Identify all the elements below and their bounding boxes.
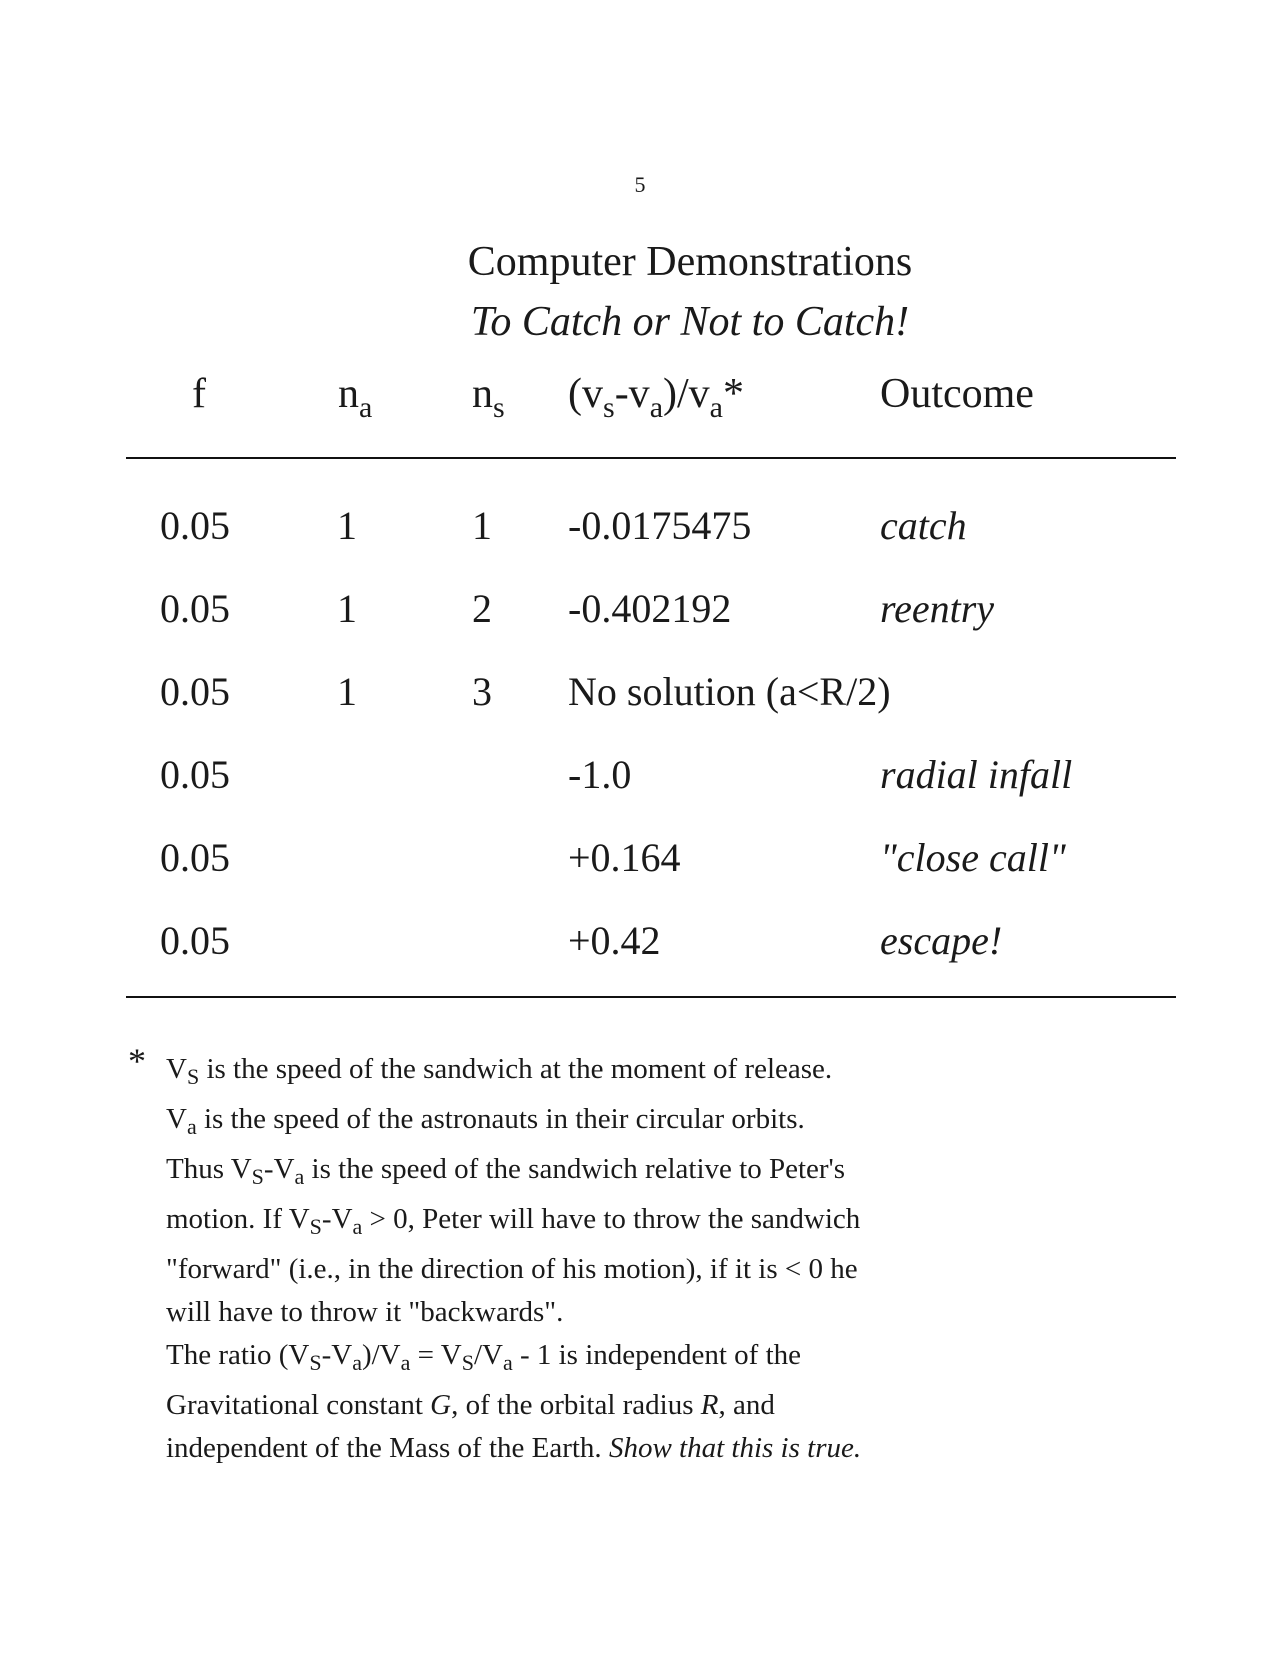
cell-na: 1 [337, 503, 357, 548]
cell-outcome: radial infall [880, 752, 1073, 797]
cell-outcome: "close call" [880, 835, 1066, 880]
cell-f: 0.05 [160, 918, 230, 963]
header-outcome: Outcome [880, 371, 1034, 417]
cell-f: 0.05 [160, 835, 230, 880]
page-number: 5 [634, 172, 646, 197]
cell-ratio: +0.164 [568, 835, 681, 880]
cell-ratio: No solution (a<R/2) [568, 669, 891, 714]
header-f: f [192, 371, 206, 417]
cell-outcome: reentry [880, 586, 995, 631]
cell-ratio: -0.402192 [568, 586, 732, 631]
footer-rule [126, 996, 1176, 998]
page-subtitle: To Catch or Not to Catch! [470, 299, 910, 345]
cell-f: 0.05 [160, 752, 230, 797]
header-ratio: $(v_s-v_a)/v_a*$ [568, 371, 744, 424]
header-ns: $n_s$ [472, 371, 505, 424]
cell-na: 1 [337, 586, 357, 631]
cell-ns: 2 [472, 586, 492, 631]
cell-ns: 1 [472, 503, 492, 548]
footnote-text: $V_S$ is the speed of the sandwich at the moment of release. $V_a$ is the speed of the astronauts in their circular orbits. Thus $V_S-V_a$ is the speed of the sandwich relative to Peter's motion. If $V_S-V_a > 0$, Peter will have to throw the sandwich "forward" (i.e., in the direction of his motion), if it is < 0 he will have to throw it "backwards". The ratio $(V_S-V_a)/V_a = V_S/V_a - 1$ is independent of the Gravitational constant G, of the orbital radius R, and independent of the Mass of the Earth. Show that this is true. [166, 1053, 862, 1464]
cell-outcome: escape! [880, 918, 1003, 963]
cell-f: 0.05 [160, 503, 230, 548]
cell-ratio: +0.42 [568, 918, 661, 963]
page-title: Computer Demonstrations [467, 239, 913, 285]
cell-ns: 3 [472, 669, 492, 714]
cell-na: 1 [337, 669, 357, 714]
cell-ratio: -0.0175475 [568, 503, 752, 548]
cell-outcome: catch [880, 503, 967, 548]
header-na: $n_a$ [338, 371, 373, 424]
header-rule [126, 457, 1176, 459]
cell-f: 0.05 [160, 586, 230, 631]
cell-f: 0.05 [160, 669, 230, 714]
footnote-marker: * [128, 1041, 146, 1081]
cell-ratio: -1.0 [568, 752, 632, 797]
